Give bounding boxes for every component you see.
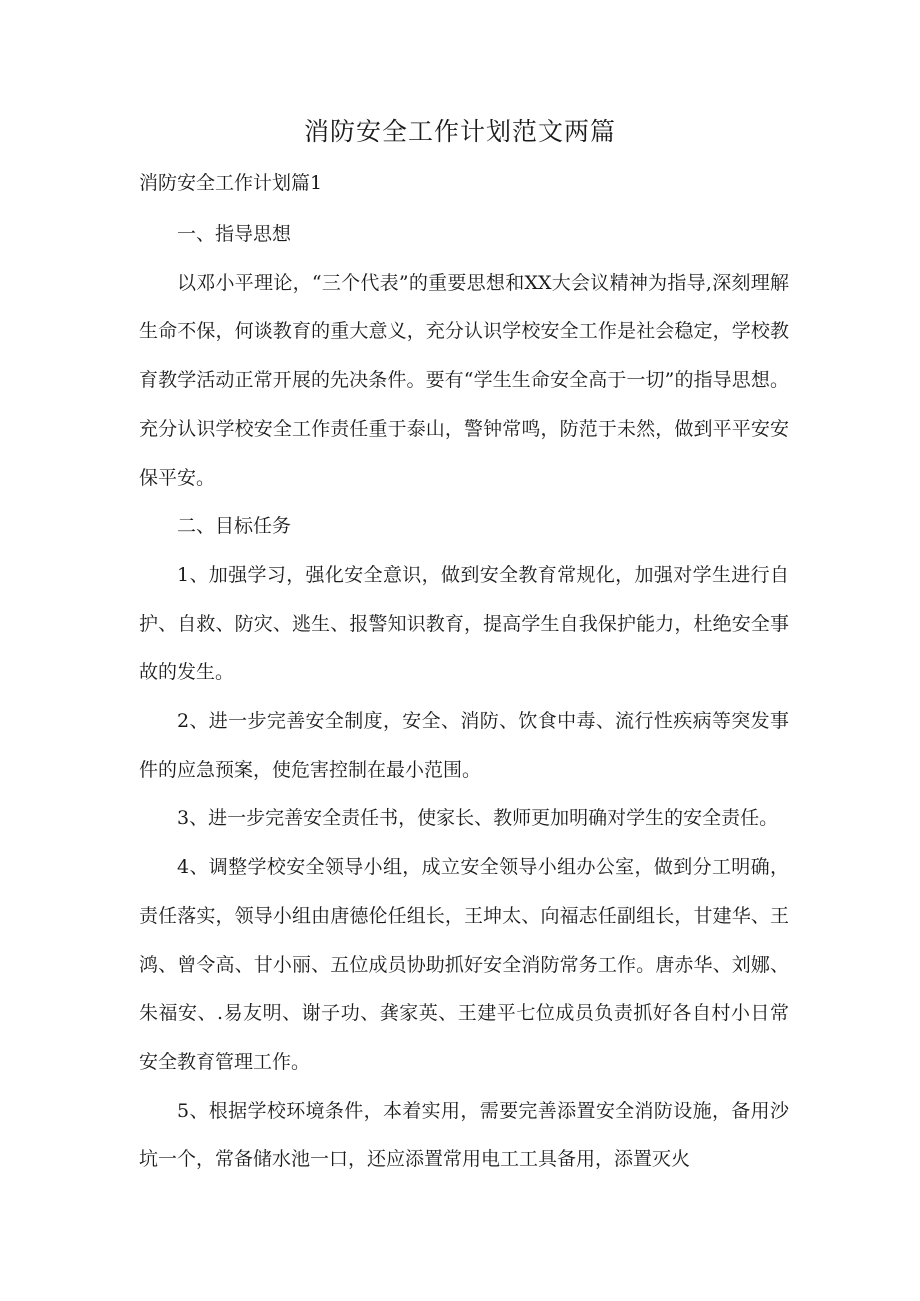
heading-goals-tasks: 二、目标任务 [177,515,292,538]
section-subtitle: 消防安全工作计划篇1 [139,172,323,194]
paragraph-item-3: 3、进一步完善安全责任书，使家长、教师更加明确对学生的安全责任。 [177,807,779,830]
document-title: 消防安全工作计划范文两篇 [303,117,616,146]
paragraph-item-1: 1、加强学习，强化安全意识，做到安全教育常规化，加强对学生进行自护、自救、防灾、逃生、报警知识教育，提高学生自我保护能力，杜绝安全事故的发生。 [139,563,789,684]
paragraph-item-4: 4、调整学校安全领导小组，成立安全领导小组办公室，做到分工明确，责任落实，领导小组由唐德伦任组长，王坤太、向福志任副组长，甘建华、王鸿、曾令高、甘小丽、五位成员协助抓好安全消防常务工作。唐赤华、刘娜、朱福安、.易友明、谢子功、龚家英、王建平七位成员负责抓好各自村小日常安全教育管理工作。 [139,856,789,1073]
paragraph-guiding-ideology: 以邓小平理论，“三个代表”的重要思想和XX大会议精神为指导,深刻理解生命不保，何谈教育的重大意义，充分认识学校安全工作是社会稳定，学校教育教学活动正常开展的先决条件。要有“学生生命安全高于一切”的指导思想。充分认识学校安全工作责任重于泰山，警钟常鸣，防范于未然，做到平平安安保平安。 [139,271,789,489]
heading-guiding-ideology: 一、指导思想 [177,223,292,245]
paragraph-item-2: 2、进一步完善安全制度，安全、消防、饮食中毒、流行性疾病等突发事件的应急预案，使危害控制在最小范围。 [139,710,789,781]
document-body [139,210,789,1184]
paragraph-item-5: 5、根据学校环境条件，本着实用，需要完善添置安全消防设施，备用沙坑一个，常备储水池一口，还应添置常用电工工具备用，添置灭火 [139,1099,789,1171]
